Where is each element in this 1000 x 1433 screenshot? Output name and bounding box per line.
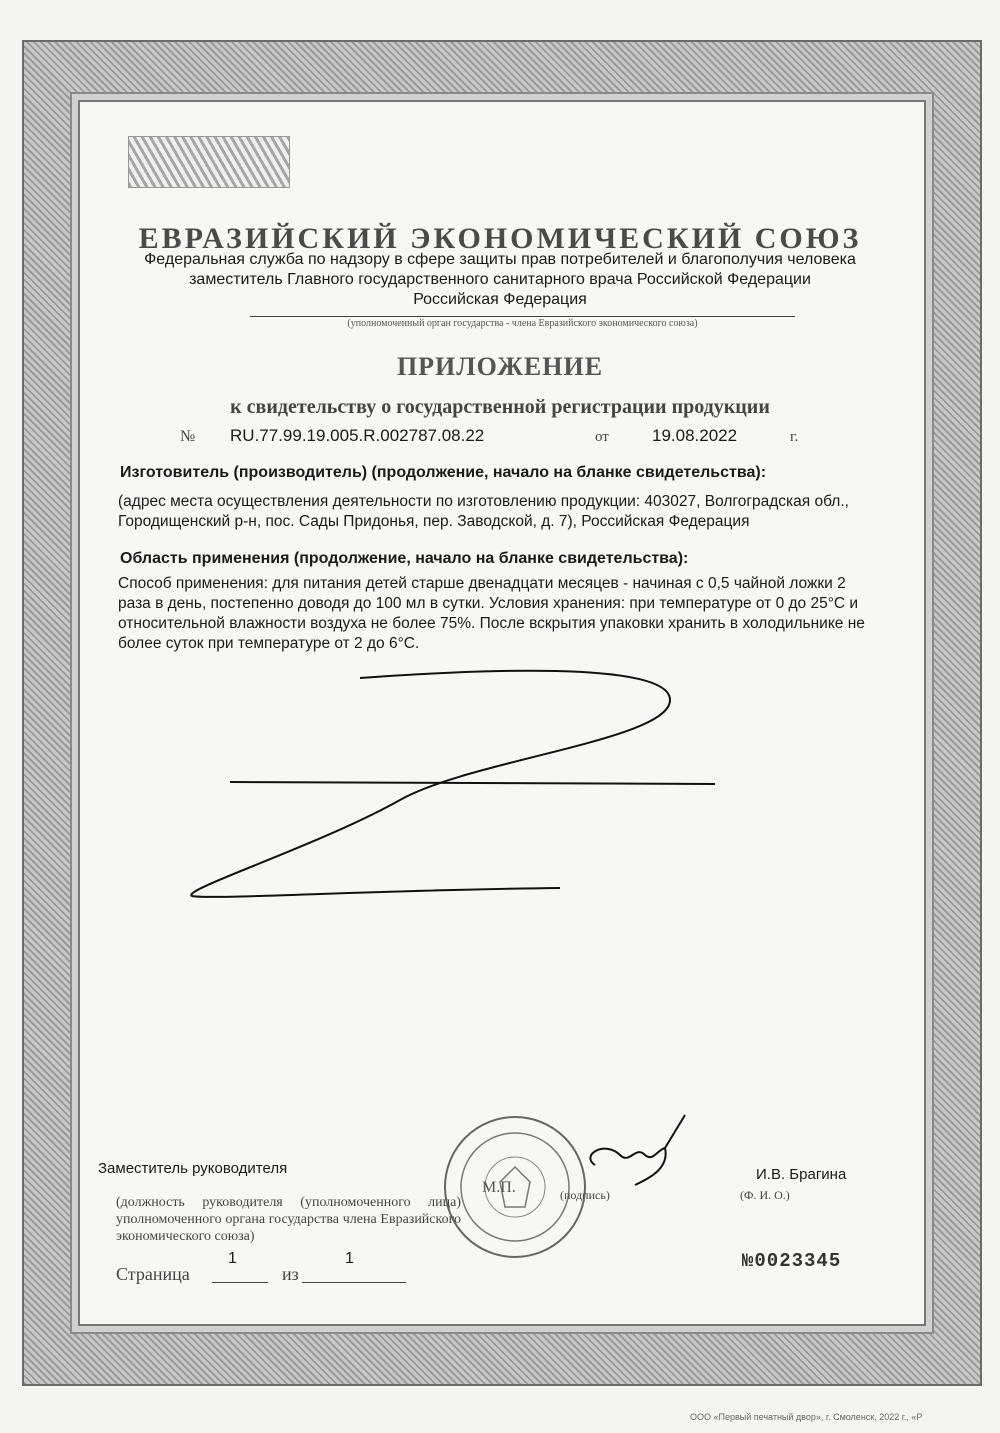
name-caption: (Ф. И. О.) bbox=[740, 1188, 790, 1202]
from-label: от bbox=[595, 429, 609, 445]
seal-letters: М.П. bbox=[482, 1179, 516, 1196]
official-seal bbox=[440, 1112, 590, 1262]
authority-line-2: заместитель Главного государственного санитарного врача Российской Федерации bbox=[189, 271, 811, 288]
authority-line-3: Российская Федерация bbox=[413, 291, 587, 308]
registration-date: 19.08.2022 bbox=[652, 426, 738, 445]
form-serial-number: №0023345 bbox=[742, 1250, 842, 1272]
appendix-title: ПРИЛОЖЕНИЕ bbox=[396, 352, 604, 381]
registration-number: RU.77.99.19.005.R.002787.08.22 bbox=[230, 426, 485, 445]
page-label: Страница bbox=[116, 1264, 190, 1284]
scope-text: Способ применения: для питания детей старше двенадцати месяцев - начиная с 0,5 чайной ложки 2 раза в день, постепенно доводя до 100 мл в сутки. Условия хранения: при температуре от 0 до 25°С и относительной влажности воздуха не более 75%. После вскрытия упаковки хранить в холодильнике не более суток при температуре от 2 до 6°С. bbox=[118, 575, 865, 652]
appendix-subtitle: к свидетельству о государственной регистрации продукции bbox=[230, 396, 770, 418]
printer-note: ООО «Первый печатный двор», г. Смоленск, 2022 г., «Р bbox=[690, 1412, 923, 1422]
scope-heading: Область применения (продолжение, начало на бланке свидетельства): bbox=[120, 550, 689, 567]
large-signature-stroke bbox=[170, 660, 730, 900]
security-pattern bbox=[128, 136, 290, 188]
authority-line-1: Федеральная служба по надзору в сфере защиты прав потребителей и благополучия человека bbox=[144, 251, 856, 268]
union-title: ЕВРАЗИЙСКИЙ ЭКОНОМИЧЕСКИЙ СОЮЗ bbox=[138, 222, 862, 255]
manufacturer-text: (адрес места осуществления деятельности по изготовлению продукции: 403027, Волгоградская обл., Городищенский р-н, пос. Сады Придонья, пер. Заводской, д. 7), Российская Федерация bbox=[118, 493, 849, 530]
number-label: № bbox=[180, 428, 196, 445]
of-label: из bbox=[282, 1264, 299, 1284]
manufacturer-heading: Изготовитель (производитель) (продолжение, начало на бланке свидетельства): bbox=[120, 464, 767, 481]
authority-underline bbox=[250, 316, 795, 317]
page-number-line bbox=[212, 1282, 268, 1283]
year-suffix: г. bbox=[790, 429, 799, 445]
position-caption: (должность руководителя (уполномоченного лица) уполномоченного органа государства члена Евразийского экономического союза) bbox=[116, 1195, 461, 1244]
page-total: 1 bbox=[345, 1250, 354, 1267]
authority-caption: (уполномоченный орган государства - члена Евразийского экономического союза) bbox=[347, 318, 698, 329]
page-total-line bbox=[302, 1282, 406, 1283]
signature bbox=[575, 1110, 695, 1190]
signatory-position: Заместитель руководителя bbox=[98, 1160, 288, 1177]
page-number: 1 bbox=[228, 1250, 237, 1267]
signatory-name: И.В. Брагина bbox=[756, 1166, 847, 1183]
issuing-authority bbox=[100, 250, 900, 310]
signature-caption: (подпись) bbox=[560, 1188, 610, 1202]
